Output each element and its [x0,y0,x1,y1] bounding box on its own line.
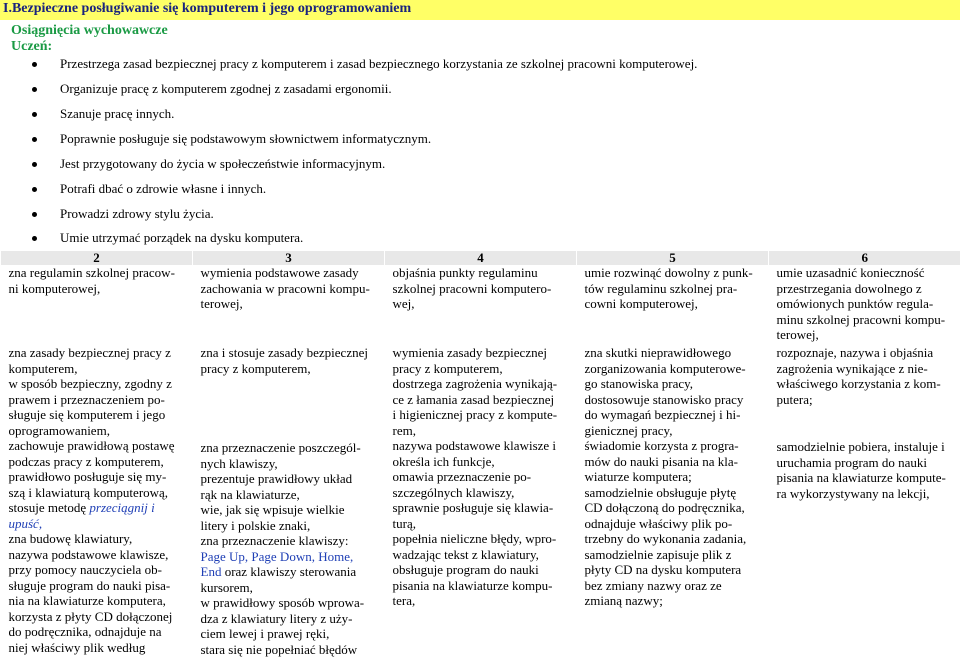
keys-list: Page Up, Page Down, Home, [200,548,354,564]
list-item: Poprawnie posługuje się podstawowym słownictwem informatycznym. [0,131,960,151]
list-item: Umie utrzymać porządek na dysku komputera. [0,230,960,250]
bullet-icon [32,187,37,192]
bullet-icon [32,162,37,167]
table-cell: umie rozwinąć dowolny z punk- tów regulaminu szkolnej pra- cowni komputerowej, [584,265,753,311]
list-item: Organizuje pracę z komputerem zgodnej z zasadami ergonomii. [0,81,960,101]
table-cell: objaśnia punkty regulaminu szkolnej pracowni komputero- wej, [392,265,552,311]
table-cell: zna i stosuje zasady bezpiecznej pracy z komputerem, zna przeznaczenie poszczegól- nych klawiszy, prezentuje prawidłowy układ rąk na klawiaturze, wie, jak się wpisuje wielkie litery i polskie znaki, zna przeznaczenie klawiszy: Page Up, Page Down, Home, End oraz klawiszy sterowania kursorem, w prawidłowy sposób wprowa- dza z klawiatury litery z uży- ciem lewej i prawej ręki, stara się nie popełniać błędów [193,345,385,657]
list-item: Szanuje pracę innych. [0,106,960,126]
list-item: Potrafi dbać o zdrowie własne i innych. [0,181,960,201]
list-item: Prowadzi zdrowy stylu życia. [0,206,960,226]
grade-4-header: 4 [385,251,577,265]
grade-6-header: 6 [769,251,960,265]
table-header-row [1,251,960,265]
bullet-icon [32,212,37,217]
section-heading: Osiągnięcia wychowawcze [11,23,168,38]
bullet-icon [32,236,37,241]
table-cell: wymienia podstawowe zasady zachowania w pracowni kompu- terowej, [200,265,370,311]
bullet-icon [32,62,37,67]
requirements-table [0,251,960,657]
grade-3-header: 3 [193,251,385,265]
bullet-icon [32,87,37,92]
table-cell: zna regulamin szkolnej pracow- ni komputerowej, [8,265,175,296]
list-item: Przestrzega zasad bezpiecznej pracy z komputerem i zasad bezpiecznego korzystania ze szkolnej pracowni komputerowej. [0,56,960,76]
table-row [1,265,960,345]
list-item: Jest przygotowany do życia w społeczeństwie informacyjnym. [0,156,960,176]
table-row [1,345,960,657]
table-cell: umie uzasadnić konieczność przestrzegania dowolnego z omówionych punktów regula- minu szkolnej pracowni kompu- terowej, [776,265,946,342]
table-cell: wymienia zasady bezpiecznej pracy z komputerem, dostrzega zagrożenia wynikają- ce z łamania zasad bezpiecznej i higienicznej pracy z kompute- rem, nazywa podstawowe klawisze i określa ich funkcje, omawia przeznaczenie po- szczególnych klawiszy, sprawnie posługuje się klawia- turą, popełnia nieliczne błędy, wpro- wadzając tekst z klawiatury, obsługuje program do nauki pisania na klawiaturze kompu- tera, [392,345,558,608]
grade-5-header: 5 [577,251,769,265]
bullet-icon [32,137,37,142]
drag-and-drop-term: przeciągnij i [89,500,155,515]
subject-heading: Uczeń: [11,39,53,54]
bullet-icon [32,112,37,117]
table-cell: zna zasady bezpiecznej pracy z komputerem, w sposób bezpieczny, zgodny z prawem i przeznaczeniem po- sługuje się komputerem i jego oprogramowaniem, zachowuje prawidłową postawę podczas pracy z komputerem, prawidłowo posługuje się my- szą i klawiaturą komputerową, stosuje metodę przeciągnij i upuść, zna budowę klawiatury, nazywa podstawowe klawisze, przy pomocy nauczyciela ob- sługuje program do nauki pisa- nia na klawiaturze komputera, korzysta z płyty CD dołączonej do podręcznika, odnajduje na niej właściwy plik według [8,345,175,655]
table-cell: zna skutki nieprawidłowego zorganizowania komputerowe- go stanowiska pracy, dostosowuje stanowisko pracy do wymagań bezpiecznej i hi- gienicznej pracy, świadomie korzysta z progra- mów do nauki pisania na kla- wiaturze komputera; samodzielnie obsługuje płytę CD dołączoną do podręcznika, odnajduje właściwy plik po- trzebny do wykonania zadania, samodzielnie zapisuje plik z płyty CD na dysku komputera bez zmiany nazwy oraz ze zmianą nazwy; [584,345,747,608]
grade-2-header: 2 [1,251,193,265]
table-cell: rozpoznaje, nazywa i objaśnia zagrożenia wynikające z nie- właściwego korzystania z kom- putera; samodzielnie pobiera, instaluje i uruchamia program do nauki pisania na klawiaturze kompute- ra wykorzystywany na lekcji, [776,345,946,501]
page-title: I.Bezpieczne posługiwanie się komputerem i jego oprogramowaniem [3,1,412,16]
